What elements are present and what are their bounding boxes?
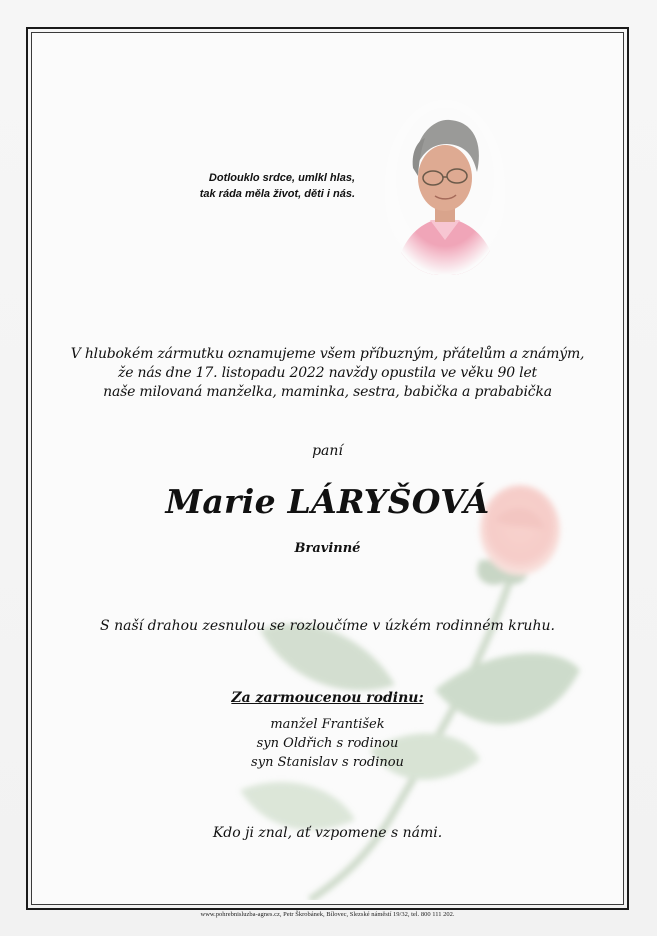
funeral-service-footer: www.pohrebnisluzba-agnes.cz, Petr Škrobánek, Bílovec, Slezské náměstí 19/32, tel. 800 111 202. (200, 911, 455, 918)
deceased-name: Marie LÁRYŠOVÁ (165, 482, 490, 521)
farewell-notice: S naší drahou zesnulou se rozloučíme v úzkém rodinném kruhu. (100, 618, 555, 634)
place-of-residence: Bravinné (294, 541, 361, 556)
announcement-line-1: V hlubokém zármutku oznamujeme všem příbuzným, přátelům a známým, (70, 346, 585, 362)
quote-line-1: Dotlouklo srdce, umlkl hlas, (208, 172, 355, 184)
closing-line: Kdo ji znal, ať vzpomene s námi. (212, 825, 443, 841)
family-members-list (40, 715, 615, 772)
family-member: syn Stanislav s rodinou (251, 755, 404, 770)
portrait-photo (385, 100, 505, 275)
honorific: paní (312, 443, 343, 459)
quote-line-2: tak ráda měla život, děti i nás. (199, 188, 355, 200)
family-member: manžel František (270, 717, 385, 732)
family-member: syn Oldřich s rodinou (256, 736, 399, 751)
announcement-line-2: že nás dne 17. listopadu 2022 navždy opustila ve věku 90 let (118, 365, 537, 381)
announcement-line-3: naše milovaná manželka, maminka, sestra, babička a prababička (103, 384, 552, 400)
announcement-text (40, 345, 615, 402)
memorial-quote (120, 170, 355, 202)
family-heading: Za zarmoucenou rodinu: (231, 690, 424, 706)
